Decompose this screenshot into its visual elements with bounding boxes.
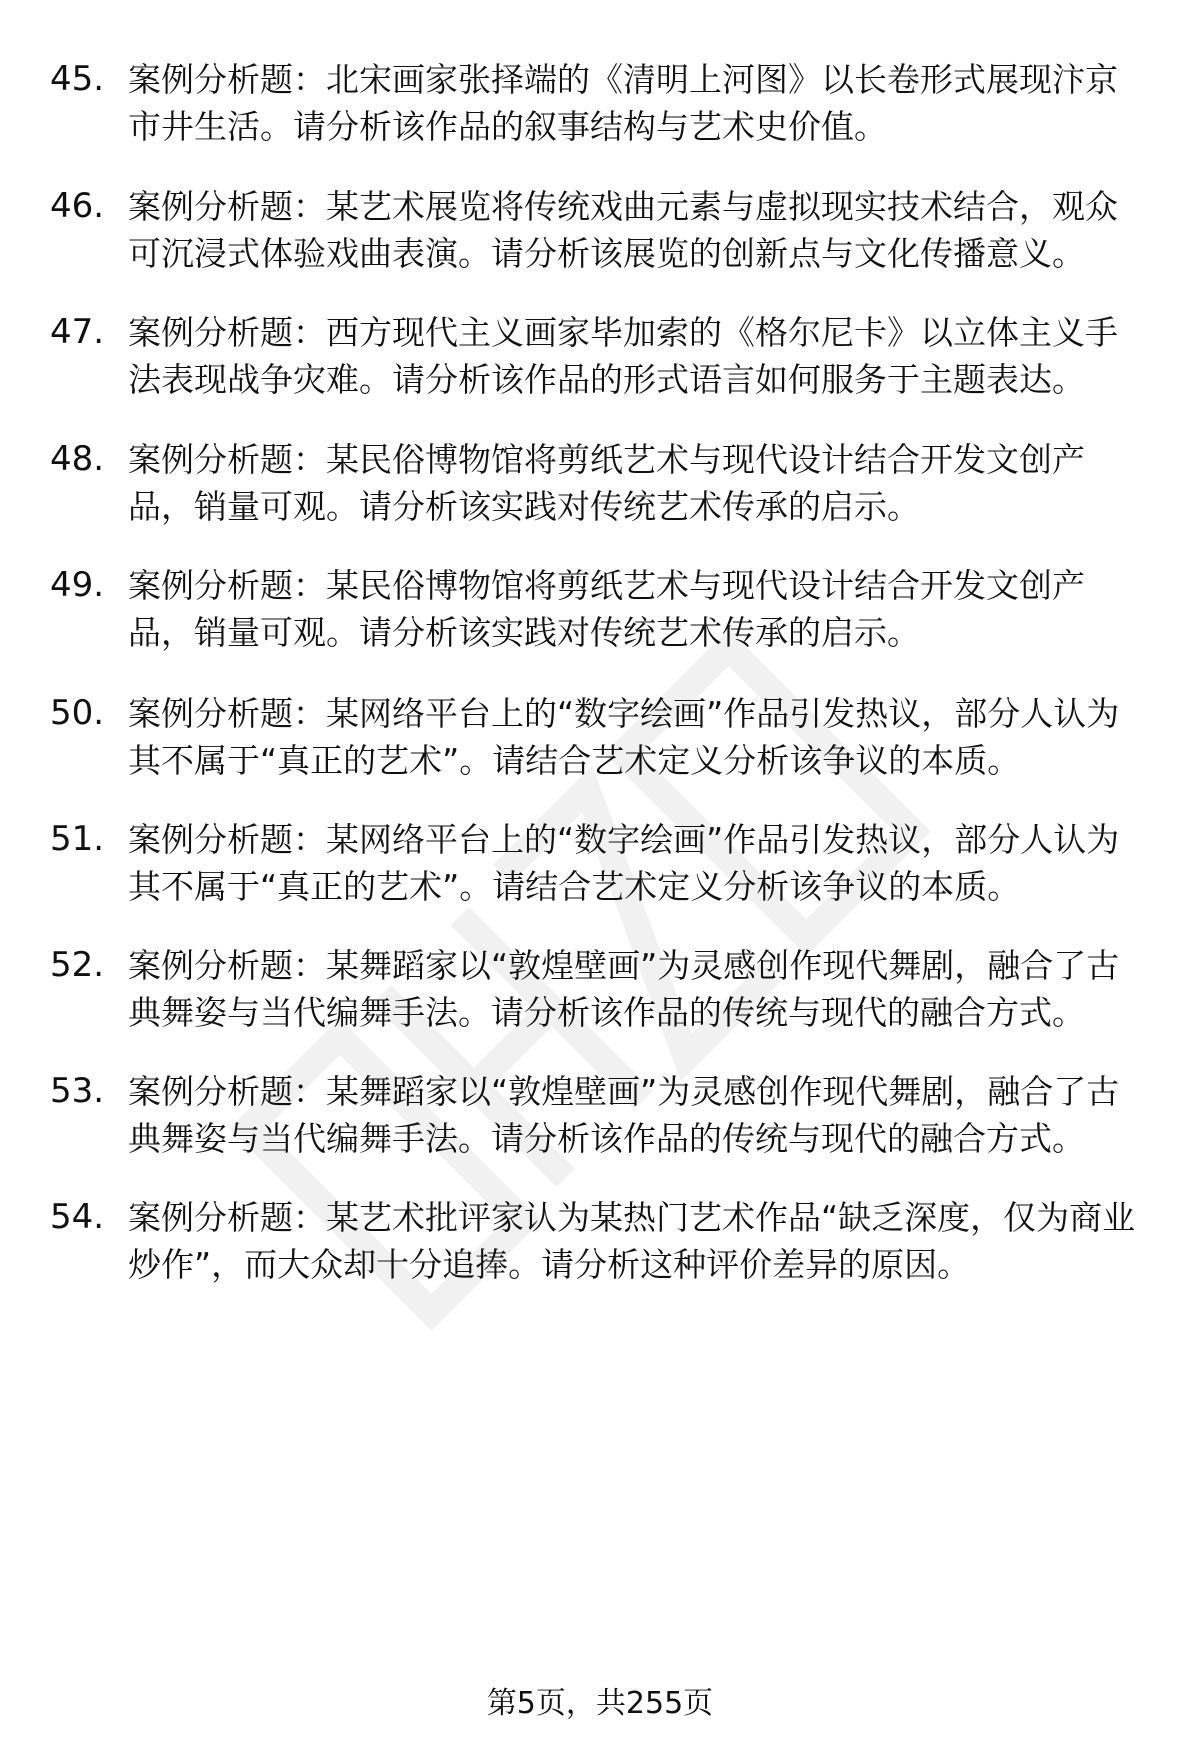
question-item bbox=[50, 942, 1140, 1036]
question-text: 案例分析题：西方现代主义画家毕加索的《格尔尼卡》以立体主义手法表现战争灾难。请分析该作品的形式语言如何服务于主题表达。 bbox=[128, 313, 1118, 399]
question-list bbox=[50, 56, 1140, 1288]
question-number: 52. bbox=[50, 945, 105, 985]
question-number: 51. bbox=[50, 819, 105, 859]
question-number: 53. bbox=[50, 1071, 105, 1111]
question-text: 案例分析题：某网络平台上的“数字绘画”作品引发热议，部分人认为其不属于“真正的艺术”。请结合艺术定义分析该争议的本质。 bbox=[128, 694, 1120, 780]
question-number: 54. bbox=[50, 1197, 105, 1237]
page-number: 第5页，共255页 bbox=[486, 1686, 714, 1721]
question-text: 案例分析题：北宋画家张择端的《清明上河图》以长卷形式展现汴京市井生活。请分析该作品的叙事结构与艺术史价值。 bbox=[128, 60, 1118, 146]
question-item bbox=[50, 562, 1140, 656]
question-text: 案例分析题：某民俗博物馆将剪纸艺术与现代设计结合开发文创产品，销量可观。请分析该实践对传统艺术传承的启示。 bbox=[128, 566, 1085, 652]
question-text: 案例分析题：某艺术展览将传统戏曲元素与虚拟现实技术结合，观众可沉浸式体验戏曲表演。请分析该展览的创新点与文化传播意义。 bbox=[128, 187, 1118, 273]
question-item bbox=[50, 436, 1140, 530]
question-item bbox=[50, 183, 1140, 277]
question-item bbox=[50, 1068, 1140, 1162]
question-number: 48. bbox=[50, 439, 105, 479]
question-text: 案例分析题：某舞蹈家以“敦煌壁画”为灵感创作现代舞剧，融合了古典舞姿与当代编舞手法。请分析该作品的传统与现代的融合方式。 bbox=[128, 946, 1120, 1032]
question-text: 案例分析题：某网络平台上的“数字绘画”作品引发热议，部分人认为其不属于“真正的艺术”。请结合艺术定义分析该争议的本质。 bbox=[128, 820, 1120, 906]
question-item bbox=[50, 690, 1140, 784]
question-text: 案例分析题：某民俗博物馆将剪纸艺术与现代设计结合开发文创产品，销量可观。请分析该实践对传统艺术传承的启示。 bbox=[128, 440, 1085, 526]
question-item bbox=[50, 816, 1140, 910]
question-number: 47. bbox=[50, 312, 105, 352]
question-item bbox=[50, 309, 1140, 403]
question-number: 50. bbox=[50, 693, 105, 733]
question-number: 49. bbox=[50, 565, 105, 605]
question-text: 案例分析题：某舞蹈家以“敦煌壁画”为灵感创作现代舞剧，融合了古典舞姿与当代编舞手法。请分析该作品的传统与现代的融合方式。 bbox=[128, 1072, 1120, 1158]
question-number: 46. bbox=[50, 186, 105, 226]
question-number: 45. bbox=[50, 59, 105, 99]
question-item bbox=[50, 1194, 1140, 1288]
question-text: 案例分析题：某艺术批评家认为某热门艺术作品“缺乏深度，仅为商业炒作”，而大众却十分追捧。请分析这种评价差异的原因。 bbox=[128, 1198, 1136, 1284]
question-item bbox=[50, 56, 1140, 150]
